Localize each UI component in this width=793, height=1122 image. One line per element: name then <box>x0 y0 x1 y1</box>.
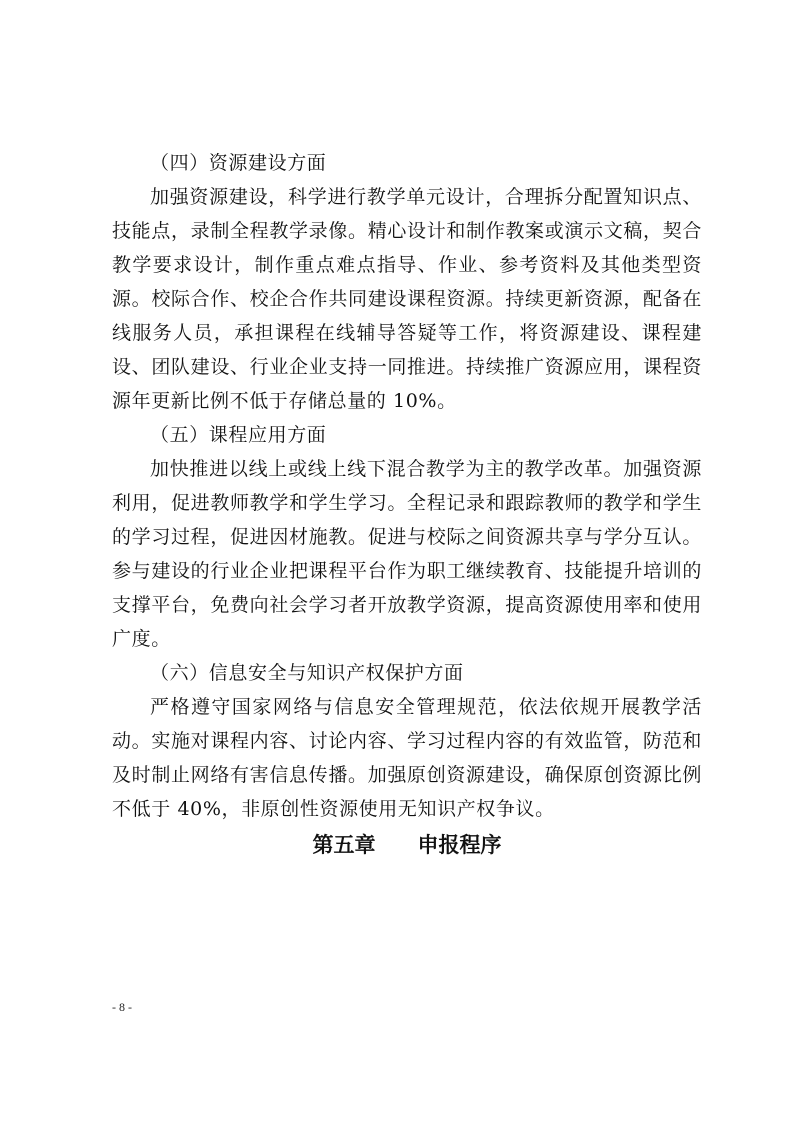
section-paragraph-security: 严格遵守国家网络与信息安全管理规范，依法依规开展教学活动。实施对课程内容、讨论内容、学习过程内容的有效监管，防范和及时制止网络有害信息传播。加强原创资源建设，确保原创资源比例不低于 40%，非原创性资源使用无知识产权争议。 <box>112 696 702 820</box>
section-paragraph-application: 加快推进以线上或线上线下混合教学为主的教学改革。加强资源利用，促进教师教学和学生学习。全程记录和跟踪教师的教学和学生的学习过程，促进因材施教。促进与校际之间资源共享与学分互认。参与建设的行业企业把课程平台作为职工继续教育、技能提升培训的支撑平台，免费向社会学习者开放教学资源，提高资源使用率和使用广度。 <box>112 458 702 650</box>
section-heading-resources: （四）资源建设方面 <box>150 152 327 174</box>
page-content <box>112 146 702 862</box>
section-paragraph-resources: 加强资源建设，科学进行教学单元设计，合理拆分配置知识点、技能点，录制全程教学录像。精心设计和制作教案或演示文稿，契合教学要求设计，制作重点难点指导、作业、参考资料及其他类型资源。校际合作、校企合作共同建设课程资源。持续更新资源，配备在线服务人员，承担课程在线辅导答疑等工作，将资源建设、课程建设、团队建设、行业企业支持一同推进。持续推广资源应用，课程资源年更新比例不低于存储总量的 10%。 <box>112 186 702 412</box>
section-heading-security: （六）信息安全与知识产权保护方面 <box>150 662 464 684</box>
chapter-title: 第五章 申报程序 <box>312 833 502 857</box>
page-number: - 8 - <box>112 1000 132 1014</box>
section-heading-application: （五）课程应用方面 <box>150 424 327 446</box>
